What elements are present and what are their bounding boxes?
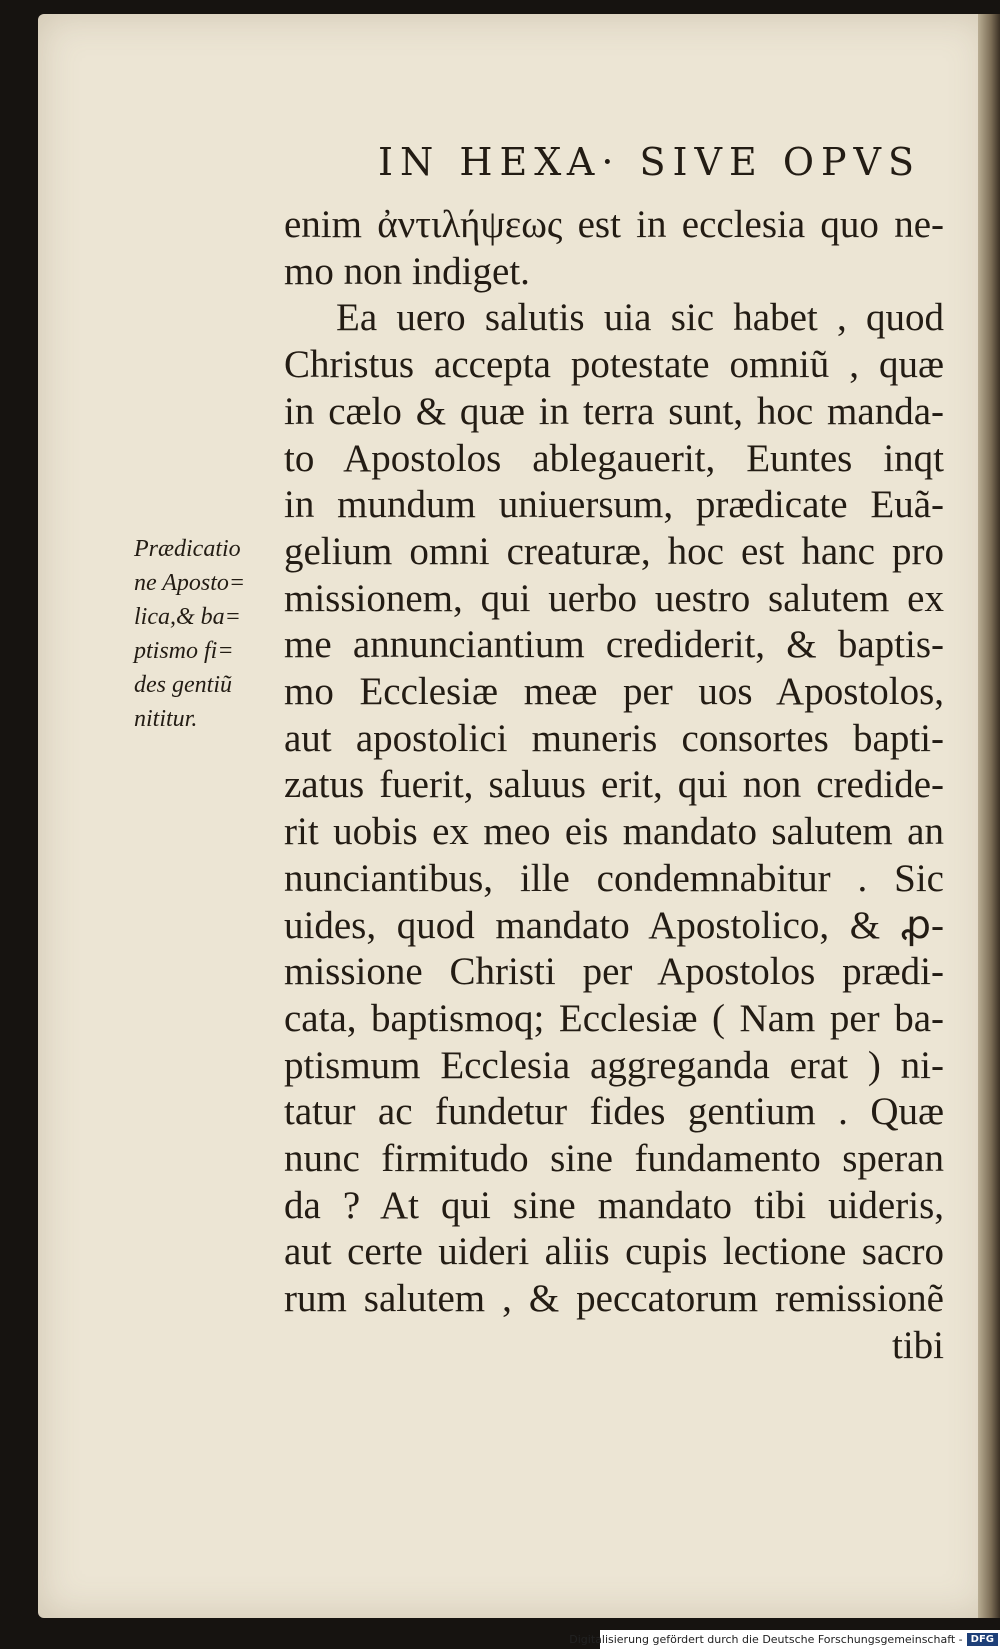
page-edge xyxy=(978,14,1000,1618)
text-line: gelium omni creaturæ, hoc est hanc pro xyxy=(284,529,944,573)
text-line: Christus accepta potestate omniũ , quæ xyxy=(284,343,944,387)
text-line: missionem, qui uerbo uestro salutem ex xyxy=(284,576,944,620)
marginal-note-line: ptismo fi= xyxy=(134,638,234,664)
text-line: aut certe uideri aliis cupis lectione sacro xyxy=(284,1230,944,1274)
text-line: in mundum uniuersum, prædicate Euã- xyxy=(284,483,944,527)
text-line: uides, quod mandato Apostolico, & ꝓ- xyxy=(284,903,944,947)
credit-text: Digitalisierung gefördert durch die Deutsche Forschungsgemeinschaft - xyxy=(569,1633,963,1646)
marginal-note-line: Prædicatio xyxy=(134,536,241,562)
running-head: IN HEXA· SIVE OPVS xyxy=(378,140,922,184)
marginal-note-line: des gentiũ xyxy=(134,672,232,698)
digitization-credit xyxy=(569,1630,1000,1649)
catchword: tibi xyxy=(891,1323,944,1367)
text-line: Ea uero salutis uia sic habet , quod xyxy=(336,296,944,340)
marginal-note xyxy=(134,532,279,736)
text-line: mo Ecclesiæ meæ per uos Apostolos, xyxy=(284,670,944,714)
text-line: da ? At qui sine mandato tibi uideris, xyxy=(284,1183,944,1227)
text-line: nunciantibus, ille condemnabitur . Sic xyxy=(284,856,944,900)
marginal-note-line: ne Aposto= xyxy=(134,570,246,596)
text-line: zatus fuerit, saluus erit, qui non credide- xyxy=(284,763,944,807)
text-line: mo non indiget. xyxy=(284,249,530,293)
dfg-logo: DFG xyxy=(967,1633,998,1646)
text-line: nunc firmitudo sine fundamento speran xyxy=(284,1137,944,1181)
text-line: rum salutem , & peccatorum remissionẽ xyxy=(284,1277,944,1321)
text-line: aut apostolici muneris consortes bapti- xyxy=(284,716,944,760)
text-line: tatur ac fundetur fides gentium . Quæ xyxy=(284,1090,944,1134)
text-line: in cælo & quæ in terra sunt, hoc manda- xyxy=(284,389,944,433)
text-line: rit uobis ex meo eis mandato salutem an xyxy=(284,810,944,854)
text-line: cata, baptismoq; Ecclesiæ ( Nam per ba- xyxy=(284,996,944,1040)
marginal-note-line: lica,& ba= xyxy=(134,604,241,630)
text-line: ptismum Ecclesia aggreganda erat ) ni- xyxy=(284,1043,944,1087)
text-line: enim ἀντιλήψεως est in ecclesia quo ne- xyxy=(284,203,944,246)
text-line: me annunciantium crediderit, & baptis- xyxy=(284,623,944,667)
body-text xyxy=(284,202,944,1370)
text-line: to Apostolos ablegauerit, Euntes inqt xyxy=(284,436,944,480)
marginal-note-line: nititur. xyxy=(134,706,198,732)
text-line: missione Christi per Apostolos prædi- xyxy=(284,950,944,994)
